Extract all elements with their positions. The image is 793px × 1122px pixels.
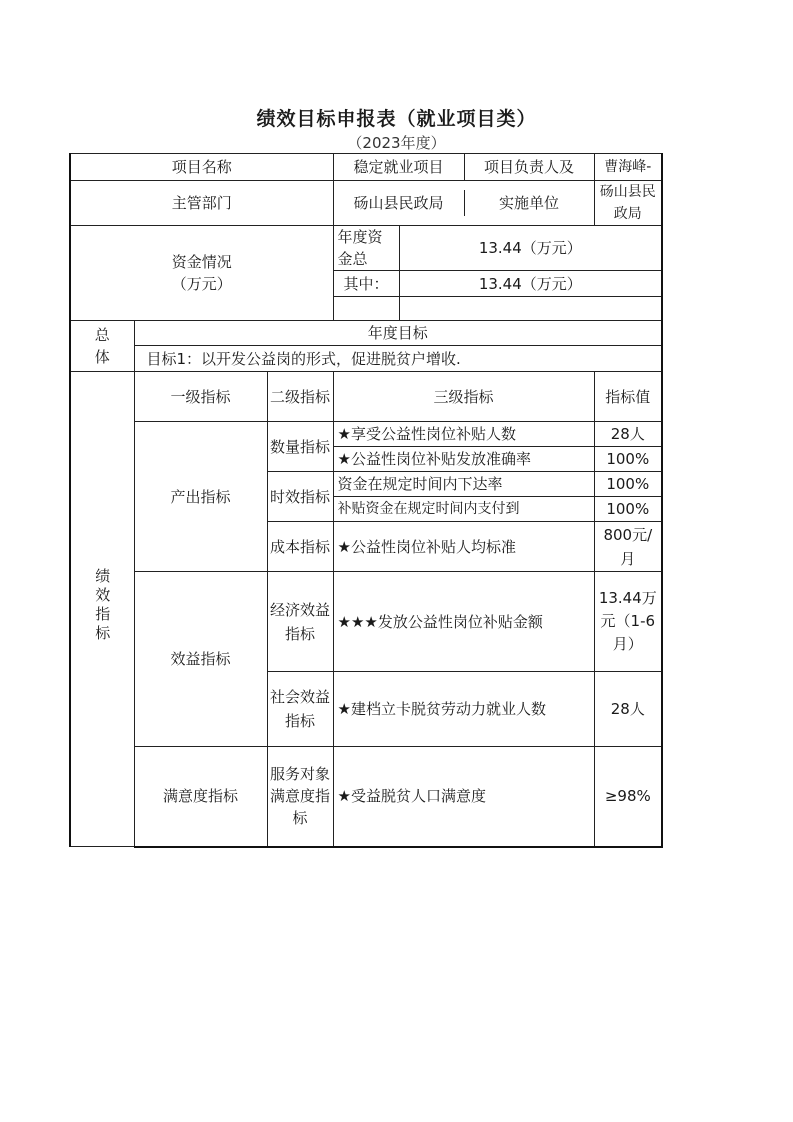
project-name-row-cells: [333, 154, 594, 181]
quantity-1-text: ★享受公益性岗位补贴人数: [333, 422, 594, 447]
quantity-1-value: 28人: [594, 422, 662, 447]
economic-1-text: ★★★发放公益性岗位补贴金额: [333, 572, 594, 672]
satisfaction-label: 满意度指标: [134, 747, 267, 847]
header-level2: 二级指标: [267, 372, 333, 422]
social-label: 社会效益指标: [267, 672, 333, 747]
dept-row-cells: [333, 181, 594, 226]
fund-total-label: 年度资金总: [333, 226, 399, 271]
quantity-2-text: ★公益性岗位补贴发放准确率: [333, 447, 594, 472]
cost-1-text: ★公益性岗位补贴人均标准: [333, 522, 594, 572]
fund-of-which-label: 其中：: [333, 271, 399, 297]
quantity-2-value: 100%: [594, 447, 662, 472]
project-name-value: 稳定就业项目: [334, 154, 465, 180]
timeliness-2-text: 补贴资金在规定时间内支付到: [333, 497, 594, 522]
leader-label: 项目负责人及: [484, 158, 575, 176]
overall-label-1: 总: [94, 326, 110, 344]
timeliness-label: 时效指标: [267, 472, 333, 522]
timeliness-1-value: 100%: [594, 472, 662, 497]
cost-label: 成本指标: [267, 522, 333, 572]
social-1-text: ★建档立卡脱贫劳动力就业人数: [333, 672, 594, 747]
header-level1: 一级指标: [134, 372, 267, 422]
fund-empty-value: [399, 297, 662, 321]
fund-label: 资金情况: [171, 253, 232, 271]
performance-table: [69, 153, 663, 848]
service-label: 服务对象满意度指标: [267, 747, 333, 847]
indicators-section-label: 绩效指标: [93, 568, 112, 644]
output-label: 产出指标: [134, 422, 267, 572]
page-title: 绩效目标申报表（就业项目类）: [256, 108, 537, 130]
indicators-section-cell: [70, 372, 134, 847]
economic-1-value: 13.44万元（1-6月）: [594, 572, 662, 672]
dept-value: 砀山县民政局: [334, 190, 465, 216]
benefit-label: 效益指标: [134, 572, 267, 747]
header-level3: 三级指标: [333, 372, 594, 422]
timeliness-2-value: 100%: [594, 497, 662, 522]
timeliness-1-text: 资金在规定时间内下达率: [333, 472, 594, 497]
quantity-label: 数量指标: [267, 422, 333, 472]
overall-label-cell: [70, 321, 134, 372]
overall-label-2: 体: [94, 348, 110, 366]
dept-label: 主管部门: [70, 181, 333, 226]
cost-1-value: 800元/月: [594, 522, 662, 572]
fund-label-cell: [70, 226, 333, 321]
social-1-value: 28人: [594, 672, 662, 747]
annual-goal-label: 年度目标: [134, 321, 662, 346]
leader-value: 曹海峰-: [594, 154, 662, 181]
economic-label: 经济效益指标: [267, 572, 333, 672]
fund-total-value: 13.44（万元）: [399, 226, 662, 271]
project-name-label: 项目名称: [70, 154, 333, 181]
page-subtitle: （2023年度）: [347, 134, 446, 152]
header-value: 指标值: [594, 372, 662, 422]
fund-empty-cell: [333, 297, 399, 321]
impl-label: 实施单位: [499, 194, 560, 212]
satisfaction-1-value: ≥98%: [594, 747, 662, 847]
fund-of-which-value: 13.44（万元）: [399, 271, 662, 297]
goal-text: 目标1：以开发公益岗的形式，促进脱贫户增收.: [134, 346, 662, 372]
satisfaction-1-text: ★受益脱贫人口满意度: [333, 747, 594, 847]
fund-unit: （万元）: [171, 275, 232, 293]
impl-value: 砀山县民政局: [594, 181, 662, 226]
